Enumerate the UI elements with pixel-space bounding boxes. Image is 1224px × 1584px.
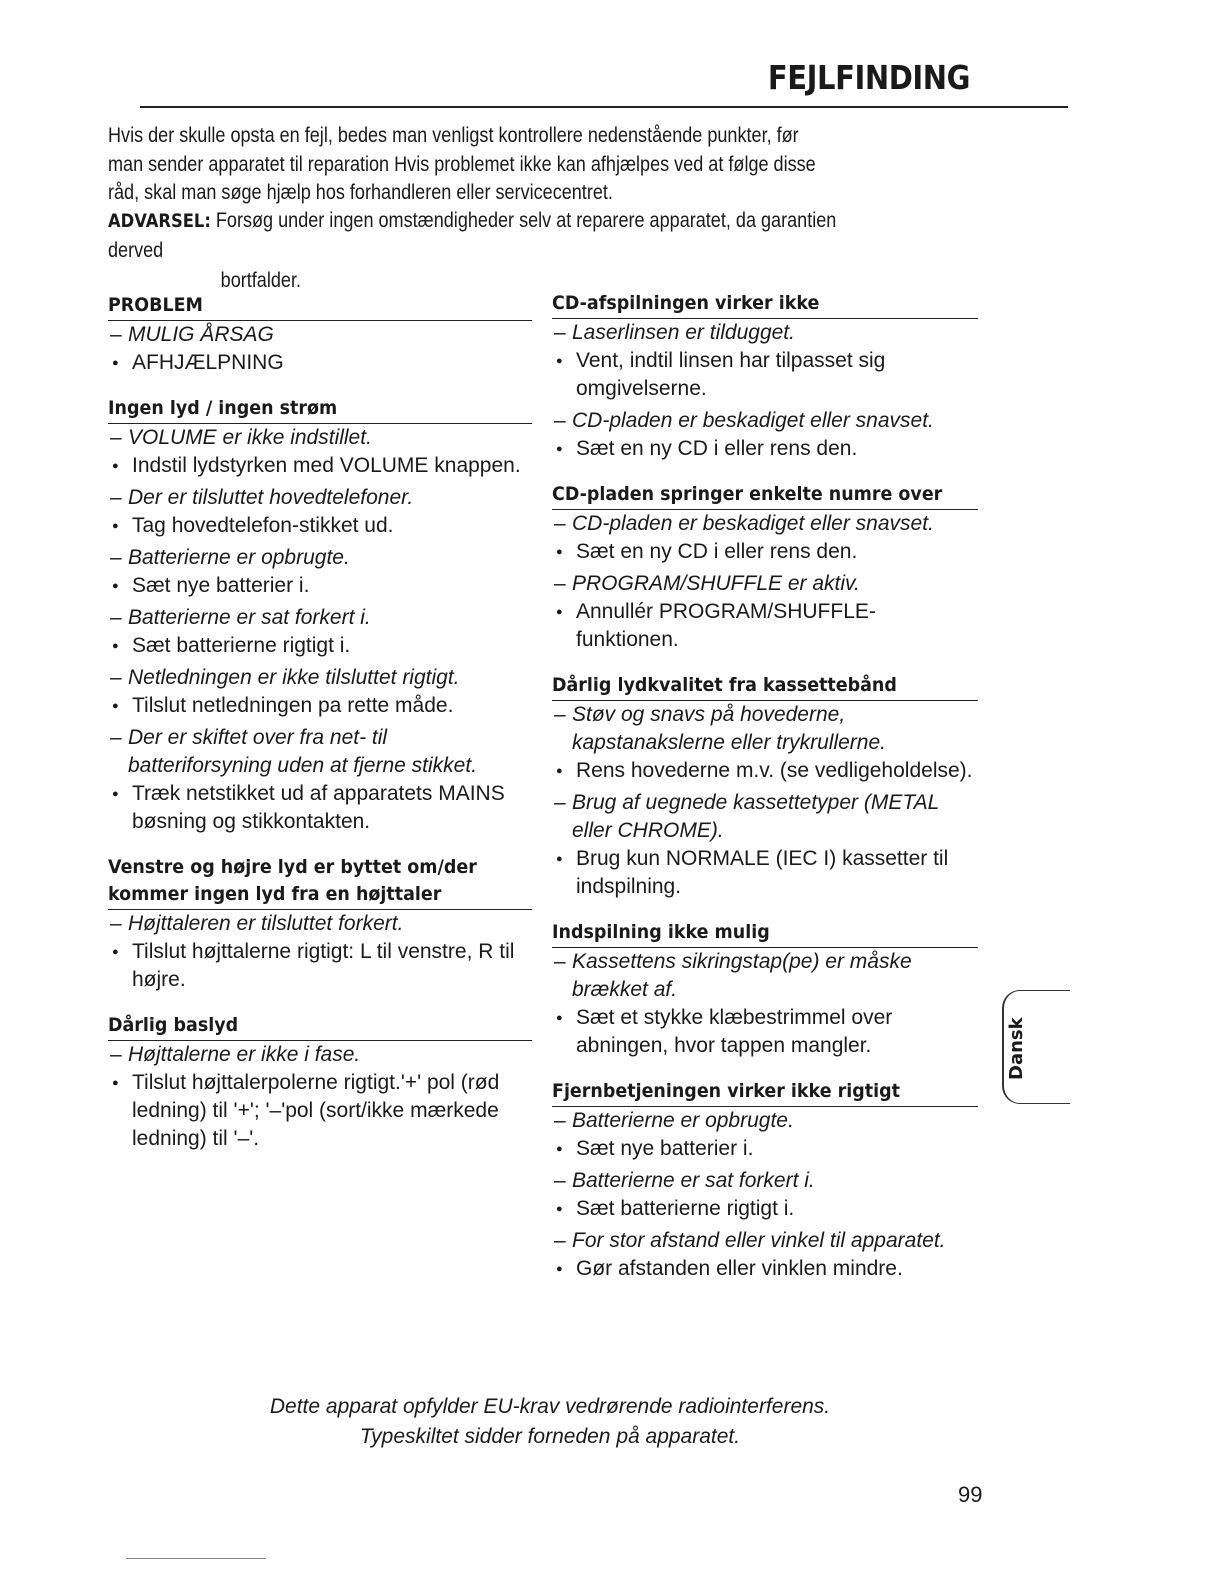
cause-fix-pair <box>108 664 532 720</box>
remedy: ● Annullér PROGRAM/SHUFFLE-funktionen. <box>552 598 978 654</box>
remedy: ● Tag hovedtelefon-stikket ud. <box>108 512 532 540</box>
problem-title: Indspilning ikke mulig <box>552 919 978 948</box>
possible-cause: – Laserlinsen er tildugget. <box>552 319 978 347</box>
possible-cause: – Brug af uegnede kassettetyper (METAL eller CHROME). <box>552 789 978 845</box>
legend <box>108 292 532 377</box>
remedy: ● Sæt batterierne rigtigt i. <box>552 1195 978 1223</box>
possible-cause: – Der er tilsluttet hovedtelefoner. <box>108 484 532 512</box>
section-spacer <box>108 836 532 854</box>
problem-title: Ingen lyd / ingen strøm <box>108 395 532 424</box>
cause-fix-pair <box>552 407 978 463</box>
section-spacer <box>552 1060 978 1078</box>
remedy: ● Sæt et stykke klæbestrimmel over abningen, hvor tappen mangler. <box>552 1004 978 1060</box>
remedy: ● Tilslut højttalerpolerne rigtigt.'+' pol (rød ledning) til '+'; '–'pol (sort/ikke mærkede ledning) til '–'. <box>108 1069 532 1153</box>
problem-section <box>552 290 978 463</box>
remedy: ● Træk netstikket ud af apparatets MAINS bøsning og stikkontakten. <box>108 780 532 836</box>
page-number: 99 <box>958 1482 983 1507</box>
language-tab-label: Dansk <box>1006 1017 1027 1080</box>
possible-cause: – Kassettens sikringstap(pe) er måske brækket af. <box>552 948 978 1004</box>
remedy: ● Indstil lydstyrken med VOLUME knappen. <box>108 452 532 480</box>
cause-fix-pair <box>552 319 978 403</box>
right-sections <box>552 290 978 1283</box>
warning-text: Forsøg under ingen omstændigheder selv at reparere apparatet, da garantien derved <box>108 209 837 262</box>
cause-fix-pair <box>108 724 532 836</box>
possible-cause: – For stor afstand eller vinkel til apparatet. <box>552 1227 978 1255</box>
cause-fix-pair <box>552 948 978 1060</box>
possible-cause: – VOLUME er ikke indstillet. <box>108 424 532 452</box>
remedy: ● Sæt nye batterier i. <box>552 1135 978 1163</box>
remedy: ● Sæt nye batterier i. <box>108 572 532 600</box>
section-spacer <box>552 901 978 919</box>
warning-text-cont: bortfalder. <box>220 269 301 292</box>
legend-heading: PROBLEM <box>108 292 532 321</box>
remedy: ● Rens hovederne m.v. (se vedligeholdelse). <box>552 757 978 785</box>
possible-cause: – Batterierne er opbrugte. <box>108 544 532 572</box>
problem-section <box>552 1078 978 1283</box>
problem-title: Dårlig baslyd <box>108 1012 532 1041</box>
problem-section <box>108 395 532 836</box>
right-column <box>552 290 978 1283</box>
cause-fix-pair <box>552 510 978 566</box>
cause-fix-pair <box>552 1227 978 1283</box>
warning-paragraph <box>108 206 882 296</box>
possible-cause: – Batterierne er sat forkert i. <box>108 604 532 632</box>
footer-note <box>260 1392 840 1452</box>
section-spacer <box>108 994 532 1012</box>
possible-cause: – CD-pladen er beskadiget eller snavset. <box>552 407 978 435</box>
problem-title: CD-pladen springer enkelte numre over <box>552 481 978 510</box>
cause-fix-pair <box>108 1041 532 1153</box>
remedy: ● Sæt batterierne rigtigt i. <box>108 632 532 660</box>
remedy: ● Brug kun NORMALE (IEC I) kassetter til indspilning. <box>552 845 978 901</box>
problem-section <box>552 919 978 1060</box>
legend-fix: ● AFHJÆLPNING <box>108 349 532 377</box>
section-spacer <box>552 654 978 672</box>
problem-title: Venstre og højre lyd er byttet om/der kommer ingen lyd fra en højttaler <box>108 854 532 910</box>
cause-fix-pair <box>552 1107 978 1163</box>
possible-cause: – Højttalerne er ikke i fase. <box>108 1041 532 1069</box>
remedy: ● Tilslut netledningen pa rette måde. <box>108 692 532 720</box>
page-title: FEJLFINDING <box>767 58 970 97</box>
cause-fix-pair <box>108 424 532 480</box>
section-spacer <box>552 463 978 481</box>
problem-section <box>552 672 978 901</box>
possible-cause: – Der er skiftet over fra net- til batteriforsyning uden at fjerne stikket. <box>108 724 532 780</box>
footer-line-1: Dette apparat opfylder EU-krav vedrørende radiointerferens. <box>269 1395 831 1418</box>
cause-fix-pair <box>108 604 532 660</box>
problem-section <box>552 481 978 654</box>
possible-cause: – CD-pladen er beskadiget eller snavset. <box>552 510 978 538</box>
problem-section <box>108 854 532 994</box>
section-spacer <box>108 377 532 395</box>
possible-cause: – Netledningen er ikke tilsluttet rigtigt. <box>108 664 532 692</box>
remedy: ● Sæt en ny CD i eller rens den. <box>552 435 978 463</box>
remedy: ● Vent, indtil linsen har tilpasset sig omgivelserne. <box>552 347 978 403</box>
possible-cause: – Højttaleren er tilsluttet forkert. <box>108 910 532 938</box>
cause-fix-pair <box>552 570 978 654</box>
cause-fix-pair <box>552 789 978 901</box>
warning-label: ADVARSEL: <box>108 210 211 232</box>
problem-title: CD-afspilningen virker ikke <box>552 290 978 319</box>
scan-artifact-line <box>126 1558 266 1559</box>
cause-fix-pair <box>552 1167 978 1223</box>
intro-paragraph: Hvis der skulle opsta en fejl, bedes man venligst kontrollere nedenstående punkter, før man sender apparatet til reparation Hvis problemet ikke kan afhjælpes ved at følge disse råd, skal man søge hjælp hos forhandleren eller servicecentret. <box>108 124 816 204</box>
cause-fix-pair <box>108 484 532 540</box>
problem-section <box>108 1012 532 1153</box>
footer-line-2: Typeskiltet sidder forneden på apparatet. <box>359 1425 741 1448</box>
cause-fix-pair <box>108 544 532 600</box>
remedy: ● Sæt en ny CD i eller rens den. <box>552 538 978 566</box>
legend-cause: – MULIG ÅRSAG <box>108 321 532 349</box>
title-rule <box>140 106 1068 108</box>
left-column <box>108 292 532 1153</box>
cause-fix-pair <box>552 701 978 785</box>
possible-cause: – Støv og snavs på hovederne, kapstanakslerne eller trykrullerne. <box>552 701 978 757</box>
problem-title: Fjernbetjeningen virker ikke rigtigt <box>552 1078 978 1107</box>
possible-cause: – Batterierne er sat forkert i. <box>552 1167 978 1195</box>
problem-title: Dårlig lydkvalitet fra kassettebånd <box>552 672 978 701</box>
cause-fix-pair <box>108 910 532 994</box>
remedy: ● Tilslut højttalerne rigtigt: L til venstre, R til højre. <box>108 938 532 994</box>
left-sections <box>108 377 532 1153</box>
possible-cause: – PROGRAM/SHUFFLE er aktiv. <box>552 570 978 598</box>
possible-cause: – Batterierne er opbrugte. <box>552 1107 978 1135</box>
remedy: ● Gør afstanden eller vinklen mindre. <box>552 1255 978 1283</box>
